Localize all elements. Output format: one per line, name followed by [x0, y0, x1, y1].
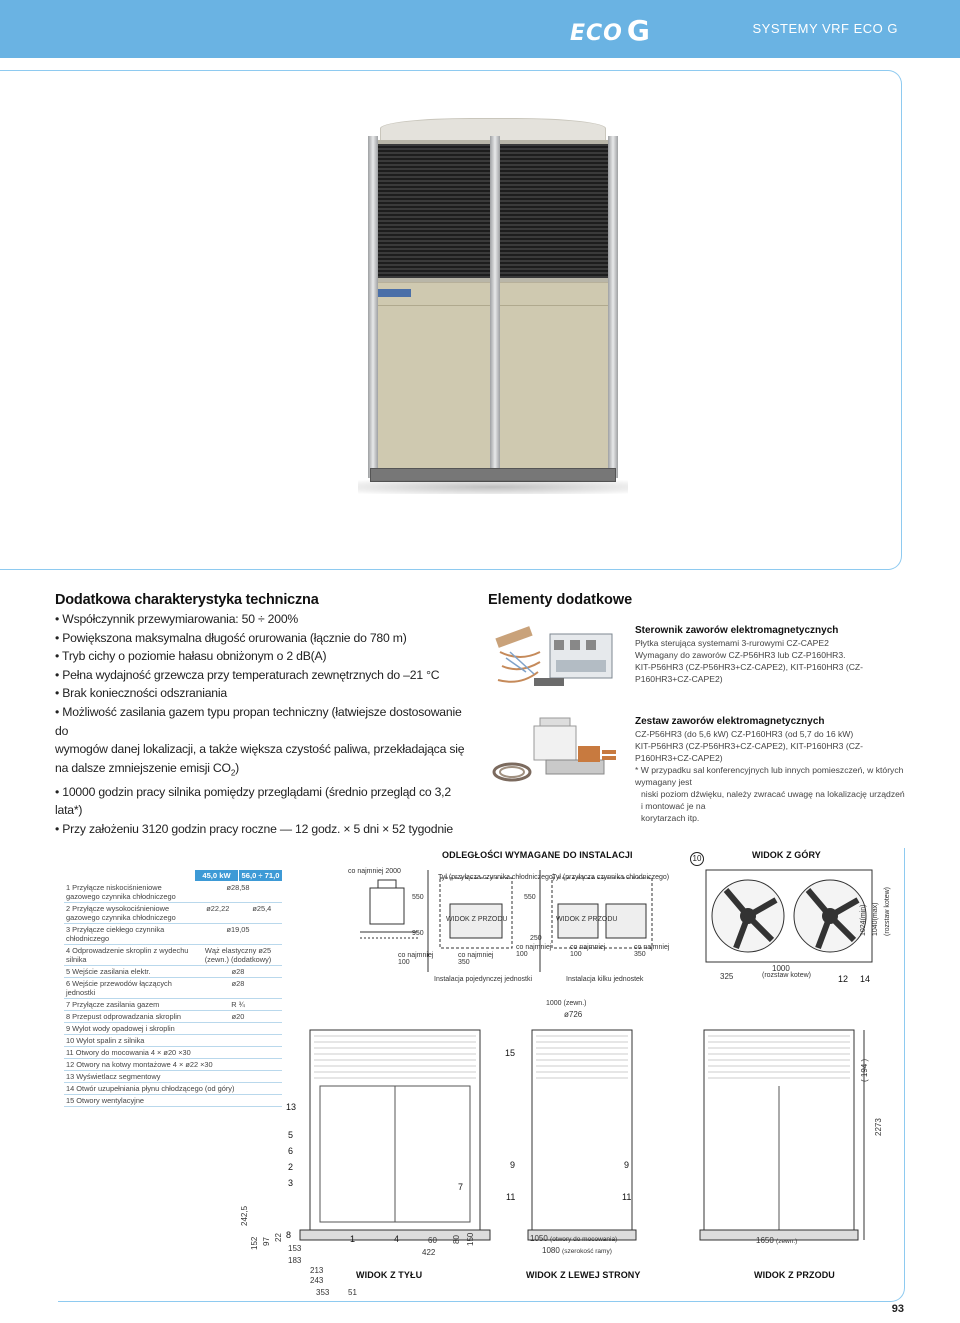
callout-9: 9: [624, 1160, 630, 1170]
clearance-title: ODLEGŁOŚCI WYMAGANE DO INSTALACJI: [442, 850, 633, 860]
at-least-text: co najmniej: [458, 952, 494, 959]
page-number: 93: [891, 1303, 904, 1315]
table-cell-value: ø25,4: [242, 903, 282, 924]
front-view-label: WIDOK Z PRZODU: [446, 916, 508, 923]
callout-4: 4: [394, 1234, 400, 1244]
table-row: [64, 978, 282, 999]
at-least-text: co najmniej: [516, 944, 552, 951]
callout-14: 14: [860, 974, 871, 984]
feature-line: • Pełna wydajność grzewcza przy temperaturach zewnętrznych do –21 °C: [55, 667, 440, 682]
multi-install-label: Instalacja kilku jednostek: [566, 976, 644, 983]
feature-line: [55, 759, 475, 783]
rear-view-drawing: [300, 1030, 490, 1240]
valve-kit-line: korytarzach itp.: [641, 813, 700, 823]
header-bar: [0, 0, 960, 58]
dim-194: ( 194 ): [860, 1058, 869, 1082]
top-view-drawing: [706, 870, 876, 966]
connections-table: [64, 882, 282, 1107]
dim-1650: [756, 1236, 797, 1245]
left-view-drawing: [528, 1030, 638, 1240]
controller-description: [635, 625, 905, 685]
dim-97: 97: [262, 1237, 271, 1246]
table-cell-label: 2 Przyłącze wysokociśnieniowe gazowego czynnika chłodniczego: [64, 903, 194, 924]
callout-9: 9: [510, 1160, 516, 1170]
unit-post-right: [608, 136, 618, 478]
dim-1040-max: 1040(max): [872, 902, 879, 936]
callout-15: 15: [505, 1048, 516, 1058]
table-cell-value: ø20: [194, 1011, 282, 1023]
ext-label: (zewn.): [563, 1000, 587, 1007]
callout-12: 12: [838, 974, 849, 984]
dim-1080: [542, 1246, 612, 1255]
dim-1000: 1000: [772, 964, 790, 973]
feature-text: ): [235, 760, 239, 775]
dim-100: 100: [570, 951, 582, 958]
dim-950: 950: [412, 930, 424, 937]
holes-label: (otwory do mocowania): [550, 1236, 618, 1243]
dim-22: 22: [274, 1233, 283, 1242]
front-view-title: WIDOK Z PRZODU: [754, 1270, 835, 1280]
controller-line: Wymagany do zaworów CZ-P56HR3 lub CZ-P160HR3.: [635, 650, 846, 660]
table-cell-label: 11 Otwory do mocowania 4 × ø20 ×30: [64, 1047, 282, 1059]
table-cell-label: 9 Wylot wody opadowej i skroplin: [64, 1023, 282, 1035]
solenoid-valve-kit-image: [490, 716, 618, 792]
valve-kit-line: KIT-P56HR3 (CZ-P56HR3+CZ-CAPE2), KIT-P160HR3 (CZ-P160HR3+CZ-CAPE2): [635, 741, 864, 763]
back-connections-label: Tył (przyłącza czynnika chłodniczego): [438, 874, 556, 881]
valve-kit-line: * W przypadku sal konferencyjnych lub innych pomieszczeń, w których wymagany jest: [635, 765, 904, 787]
dim-550: 550: [524, 894, 536, 901]
dim-anchor-spacing: (rozstaw kotew): [884, 886, 891, 936]
dim-350: 350: [634, 951, 646, 958]
table-cell-label: 1 Przyłącze niskociśnieniowe gazowego czynnika chłodniczego: [64, 882, 194, 903]
table-row: [64, 1047, 282, 1059]
table-row: [64, 945, 282, 966]
clearance-100b: [516, 944, 551, 958]
dim-422: 422: [422, 1248, 436, 1257]
frame-width-label: (szerokość ramy): [562, 1248, 612, 1255]
at-least-text: co najmniej: [570, 944, 606, 951]
dim-243: 243: [310, 1276, 324, 1285]
feature-text: Współczynnik przewymiarowania: 50 ÷ 200%: [62, 612, 299, 626]
table-row: [64, 924, 282, 945]
dim-1000b: 1000: [546, 1000, 562, 1007]
callout-8: 8: [286, 1230, 292, 1240]
dim-250: 250: [530, 935, 542, 942]
dim-2000: 2000: [385, 868, 401, 875]
table-cell-value: R ¾: [194, 999, 282, 1011]
feature-line: • Powiększona maksymalna długość orurowania (łącznie do 780 m): [55, 630, 407, 645]
table-row: [64, 882, 282, 903]
table-cell-value: ø28: [194, 978, 282, 999]
dim-183: 183: [288, 1256, 302, 1265]
features-section: [55, 592, 475, 839]
unit-post-left: [368, 136, 378, 478]
ext-label: (zewn.): [776, 1238, 798, 1245]
clearance-100: [398, 952, 433, 966]
table-row: [64, 1095, 282, 1107]
dim-153: 153: [288, 1244, 302, 1253]
callout-1: 1: [350, 1234, 356, 1244]
feature-line: • Możliwość zasilania gazem typu propan techniczny (łatwiejsze dostosowanie do: [55, 704, 462, 738]
back-connections-label: Tył (przyłącza czynnika chłodniczego): [552, 874, 670, 881]
dim-325: 325: [720, 972, 734, 981]
dim-1000-ext: [546, 1000, 586, 1007]
callout-3: 3: [288, 1178, 294, 1188]
table-cell-value: ø28,58: [194, 882, 282, 903]
callout-11: 11: [622, 1192, 632, 1202]
single-install-label: Instalacja pojedynczej jednostki: [434, 976, 533, 983]
dim-350: 350: [458, 959, 470, 966]
dim-150: 150: [466, 1232, 475, 1246]
dim-1650-value: 1650: [756, 1236, 774, 1245]
at-least-text: co najmniej: [398, 952, 434, 959]
features-title: Dodatkowa charakterystyka techniczna: [55, 592, 319, 608]
dim-51: 51: [348, 1288, 357, 1297]
table-cell-label: 14 Otwór uzupełniania płynu chłodzącego (od góry): [64, 1083, 282, 1095]
table-cell-value: ø28: [194, 966, 282, 978]
unit-shadow: [358, 480, 628, 494]
capacity-col-45: 45,0 kW: [195, 870, 238, 881]
controller-title: Sterownik zaworów elektromagnetycznych: [635, 625, 839, 636]
table-cell-label: 10 Wylot spalin z silnika: [64, 1035, 282, 1047]
dim-152: 152: [250, 1236, 259, 1250]
dim-1050-value: 1050: [530, 1234, 548, 1243]
callout-13: 13: [286, 1102, 297, 1112]
dim-100: 100: [516, 951, 528, 958]
left-view-title: WIDOK Z LEWEJ STRONY: [526, 1270, 641, 1280]
dim-60: 60: [428, 1236, 437, 1245]
table-row: [64, 1059, 282, 1071]
at-least-text: co najmniej: [634, 944, 670, 951]
controller-board-image: [490, 622, 618, 698]
at-least-text: co najmniej: [348, 868, 384, 875]
valve-kit-title: Zestaw zaworów elektromagnetycznych: [635, 716, 825, 727]
table-cell-label: 7 Przyłącze zasilania gazem: [64, 999, 194, 1011]
table-row: [64, 1035, 282, 1047]
clearance-350b: [634, 944, 669, 958]
table-cell-value: ø19,05: [194, 924, 282, 945]
front-view-label: WIDOK Z PRZODU: [556, 916, 618, 923]
valve-kit-line: niski poziom dźwięku, należy zwracać uwagę na lokalizację urządzeń i montować je na: [641, 789, 905, 811]
dim-213: 213: [310, 1266, 324, 1275]
brand-plate: [375, 289, 411, 297]
dim-1024-min: 1024(min): [860, 904, 867, 936]
controller-line: KIT-P56HR3 (CZ-P56HR3+CZ-CAPE2), KIT-P160HR3 (CZ-P160HR3+CZ-CAPE2): [635, 662, 864, 684]
callout-7: 7: [458, 1182, 464, 1192]
dim-1050: [530, 1234, 617, 1243]
controller-line: Płytka sterująca systemami 3-rurowymi CZ-CAPE2: [635, 638, 829, 648]
table-row: [64, 1083, 282, 1095]
callout-2: 2: [288, 1162, 294, 1172]
table-cell-label: 13 Wyświetlacz segmentowy: [64, 1071, 282, 1083]
feature-line: • Tryb cichy o poziomie hałasu obniżonym o 2 dB(A): [55, 649, 327, 664]
unit-post-middle: [490, 136, 500, 478]
dim-80: 80: [452, 1235, 461, 1244]
dim-1080-value: 1080: [542, 1246, 560, 1255]
callout-11: 11: [506, 1192, 516, 1202]
anchor-spacing-label: (rozstaw kotew): [762, 972, 812, 979]
capacity-col-56-71: 56,0 ÷ 71,0 kW: [239, 870, 282, 881]
clearance-100c: [570, 944, 605, 958]
logo-eco-text: ECO: [570, 21, 623, 46]
valve-kit-description: [635, 716, 905, 824]
callout-6: 6: [288, 1146, 294, 1156]
table-cell-label: 15 Otwory wentylacyjne: [64, 1095, 282, 1107]
table-row: [64, 903, 282, 924]
table-row: [64, 1011, 282, 1023]
feature-line: • Współczynnik przewymiarowania: 50 ÷ 200%: [55, 612, 299, 626]
dim-550: 550: [412, 894, 424, 901]
table-cell-value: Wąż elastyczny ø25 (zewn.) (dodatkowy): [194, 945, 282, 966]
table-cell-label: 8 Przepust odprowadzania skroplin: [64, 1011, 194, 1023]
feature-line: • 10000 godzin pracy silnika pomiędzy przeglądami (średnio przegląd co 3,2 lata*): [55, 784, 451, 818]
dim-2273: 2273: [874, 1118, 883, 1136]
table-cell-label: 12 Otwory na kotwy montażowe 4 × ø22 ×30: [64, 1059, 282, 1071]
dim-353: 353: [316, 1288, 330, 1297]
table-row: [64, 966, 282, 978]
valve-kit-line: CZ-P56HR3 (do 5,6 kW) CZ-P160HR3 (od 5,7 do 16 kW): [635, 729, 854, 739]
table-cell-value: ø22,22: [194, 903, 242, 924]
table-cell-label: 4 Odprowadzenie skroplin z wydechu silnika: [64, 945, 194, 966]
feature-line: • Brak konieczności odszraniania: [55, 686, 227, 701]
front-view-drawing: [700, 1030, 870, 1240]
table-row: [64, 1023, 282, 1035]
outdoor-unit-photo: [368, 118, 618, 488]
logo-g-text: G: [626, 14, 650, 47]
table-cell-label: 5 Wejście zasilania elektr.: [64, 966, 194, 978]
table-cell-label: 6 Wejście przewodów łączących jednostki: [64, 978, 194, 999]
series-title: SYSTEMY VRF ECO G: [752, 21, 898, 36]
feature-text: na dalsze zmniejszenie emisji CO: [55, 760, 231, 775]
dim-100: 100: [398, 959, 410, 966]
rear-view-title: WIDOK Z TYŁU: [356, 1270, 423, 1280]
eco-g-logo: [570, 14, 650, 47]
co2-subscript: 2: [230, 768, 236, 778]
callout-10: 10: [690, 852, 704, 866]
dim-726: ø726: [564, 1010, 583, 1019]
callout-5: 5: [288, 1130, 294, 1140]
dim-242-5: 242,5: [240, 1205, 249, 1226]
top-view-title: WIDOK Z GÓRY: [752, 850, 821, 860]
clearance-label: [348, 868, 401, 875]
table-cell-label: 3 Przyłącze ciekłego czynnika chłodniczego: [64, 924, 194, 945]
feature-line: wymogów danej lokalizacji, a także większa czystość paliwa, przekładająca się: [55, 742, 465, 757]
clearance-350: [458, 952, 493, 966]
feature-line: • Przy założeniu 3120 godzin pracy roczne — 12 godz. × 5 dni × 52 tygodnie: [55, 821, 454, 836]
table-row: [64, 999, 282, 1011]
accessories-title: Elementy dodatkowe: [488, 592, 633, 608]
table-row: [64, 1071, 282, 1083]
